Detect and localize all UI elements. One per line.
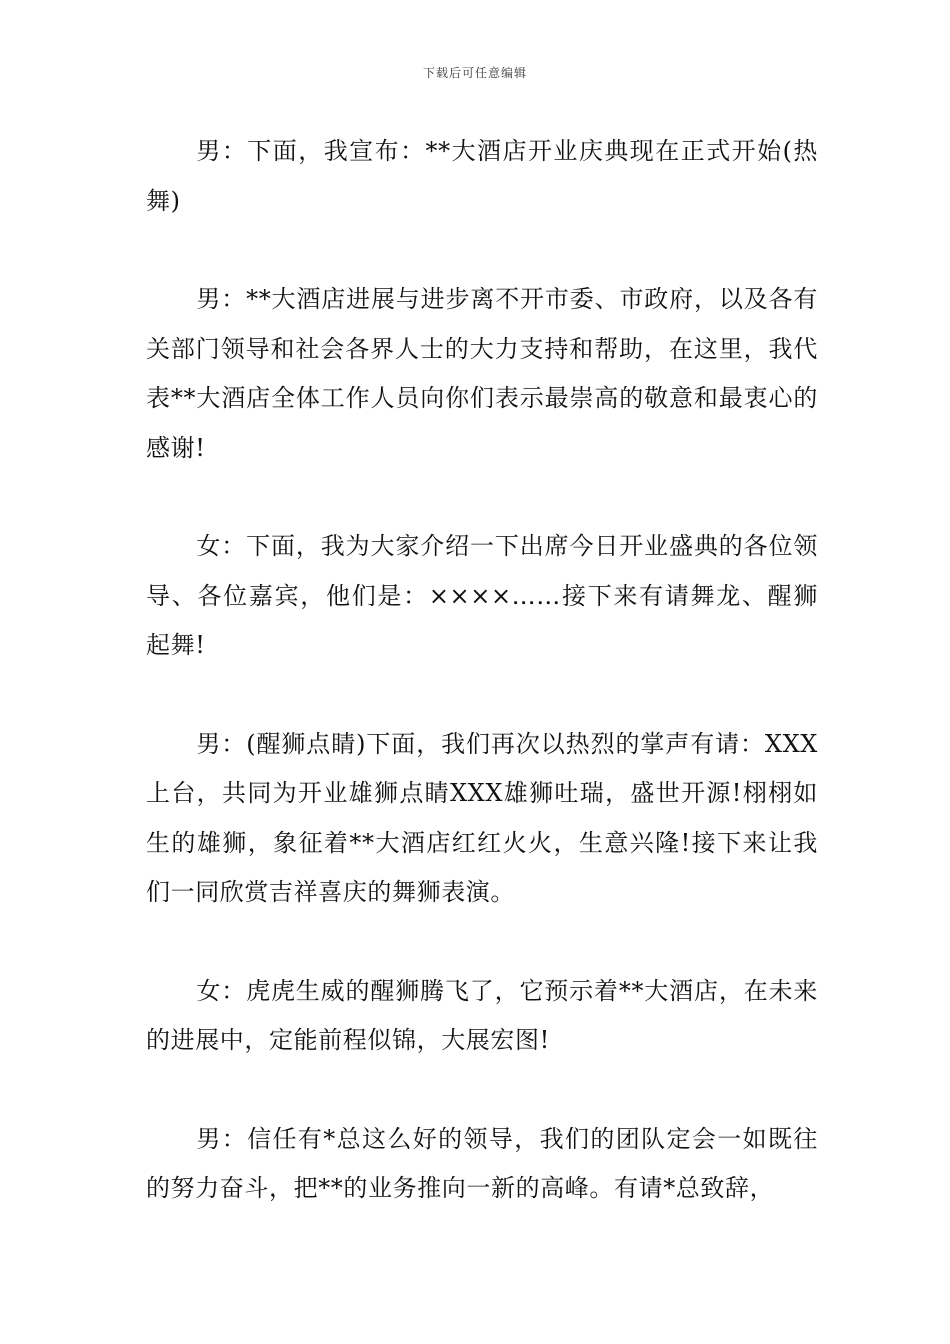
paragraph-lion-flight: 女：虎虎生威的醒狮腾飞了，它预示着**大酒店，在未来的进展中，定能前程似锦，大展宏图! [146, 976, 818, 1054]
document-body [146, 127, 818, 1214]
page-header: 下载后可任意编辑 [422, 66, 527, 80]
paragraph-leader-speech: 男：信任有*总这么好的领导，我们的团队定会一如既往的努力奋斗，把**的业务推向一新的高峰。有请*总致辞， [146, 1124, 818, 1202]
paragraph-thanks: 男：**大酒店进展与进步离不开市委、市政府，以及各有关部门领导和社会各界人士的大力支持和帮助，在这里，我代表**大酒店全体工作人员向你们表示最崇高的敬意和最衷心的感谢! [146, 285, 818, 462]
paragraph-announcement: 男：下面，我宣布：**大酒店开业庆典现在正式开始(热舞) [146, 137, 818, 215]
paragraph-lion-dotting: 男：(醒狮点睛)下面，我们再次以热烈的掌声有请：XXX上台，共同为开业雄狮点睛XXX雄狮吐瑞，盛世开源!栩栩如生的雄狮，象征着**大酒店红红火火，生意兴隆!接下来让我们一同欣赏吉祥喜庆的舞狮表演。 [146, 729, 818, 906]
paragraph-guests-intro: 女：下面，我为大家介绍一下出席今日开业盛典的各位领导、各位嘉宾，他们是：××××……接下来有请舞龙、醒狮起舞! [146, 532, 818, 659]
